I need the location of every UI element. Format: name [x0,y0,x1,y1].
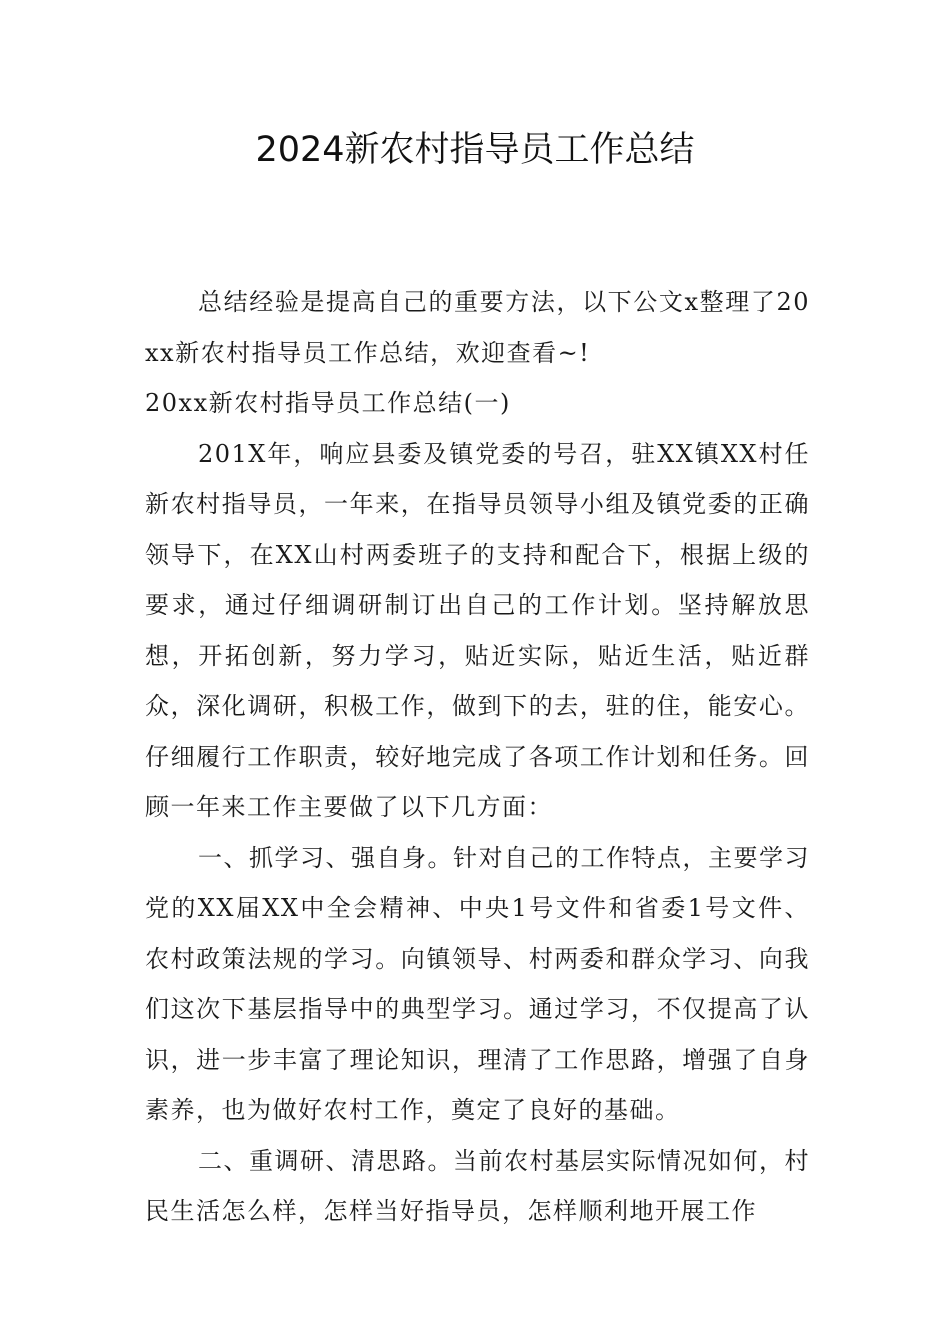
document-title: 2024新农村指导员工作总结 [255,130,695,170]
paragraph-research: 二、重调研、清思路。当前农村基层实际情况如何，村民生活怎么样，怎样当好指导员，怎样顺利地开展工作 [145,1146,810,1225]
document-body [145,277,810,1237]
paragraph-study: 一、抓学习、强自身。针对自己的工作特点，主要学习党的XX届XX中全会精神、中央1号文件和省委1号文件、农村政策法规的学习。向镇领导、村两委和群众学习、向我们这次下基层指导中的典型学习。通过学习，不仅提高了认识，进一步丰富了理论知识，理清了工作思路，增强了自身素养，也为做好农村工作，奠定了良好的基础。 [145,843,810,1124]
paragraph-intro: 总结经验是提高自己的重要方法，以下公文x整理了20xx新农村指导员工作总结，欢迎查看~! [145,288,810,367]
section-heading: 20xx新农村指导员工作总结(一) [145,389,511,417]
paragraph-overview: 201X年，响应县委及镇党委的号召，驻XX镇XX村任新农村指导员，一年来，在指导员领导小组及镇党委的正确领导下，在XX山村两委班子的支持和配合下，根据上级的要求，通过仔细调研制订出自己的工作计划。坚持解放思想，开拓创新，努力学习，贴近实际，贴近生活，贴近群众，深化调研，积极工作，做到下的去，驻的住，能安心。仔细履行工作职责，较好地完成了各项工作计划和任务。回顾一年来工作主要做了以下几方面： [145,439,810,821]
